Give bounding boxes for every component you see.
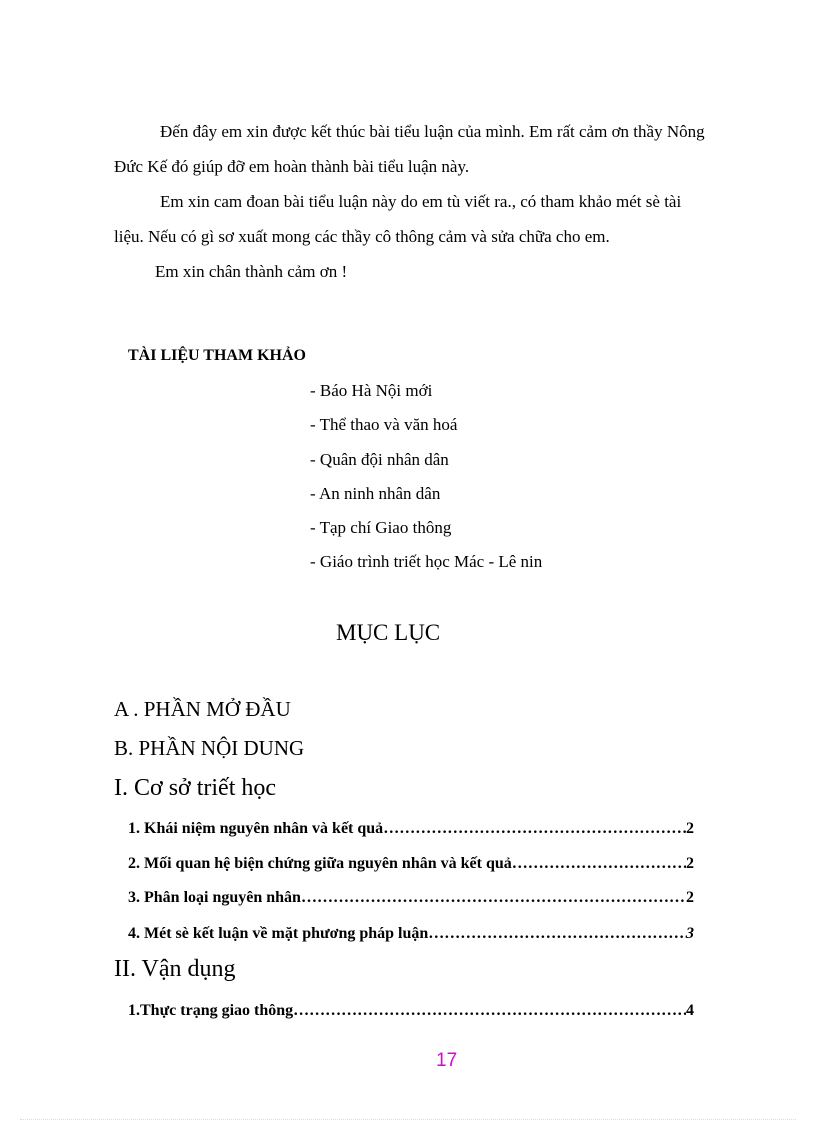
paragraph-1-line-1: Đến đây em xin được kết thúc bài tiểu luận của mình. Em rất cảm ơn thầy Nông: [160, 122, 705, 141]
toc-entry-page: 2: [686, 889, 694, 906]
reference-item: - Thể thao và văn hoá: [310, 415, 458, 434]
reference-item: - Báo Hà Nội mới: [310, 381, 433, 400]
reference-item: - Giáo trình triết học Mác - Lê nin: [310, 552, 543, 571]
reference-item: - Quân đội nhân dân: [310, 450, 449, 469]
reference-item: - Tạp chí Giao thông: [310, 518, 452, 537]
toc-entry-page: 3: [686, 925, 694, 942]
toc-entry: [128, 820, 694, 838]
toc-entry-page: 2: [686, 855, 694, 872]
paragraph-1-line-2: Đức Kế đó giúp đỡ em hoàn thành bài tiểu luận này.: [114, 157, 470, 176]
toc-entry: [128, 889, 694, 907]
toc-dot-leader: [301, 889, 686, 907]
page-bottom-divider: [20, 1119, 796, 1120]
toc-section-1: I. Cơ sở triết học: [114, 775, 277, 801]
toc-entry-label: 3. Phân loại nguyên nhân: [128, 889, 301, 906]
reference-item: - An ninh nhân dân: [310, 484, 441, 503]
toc-entry-label: 2. Mối quan hệ biện chứng giữa nguyên nhân và kết quả: [128, 855, 512, 872]
toc-entry-page: 2: [686, 820, 694, 837]
toc-entry-page: 4: [686, 1002, 694, 1019]
toc-entry: [128, 855, 694, 873]
toc-entry-label: 1. Khái niệm nguyên nhân và kết quả: [128, 820, 384, 837]
toc-part-a: A . PHẦN MỞ ĐẦU: [114, 697, 291, 721]
toc-dot-leader: [512, 855, 686, 873]
toc-entry: [128, 1002, 694, 1020]
toc-dot-leader: [428, 925, 686, 943]
paragraph-2-line-1: Em xin cam đoan bài tiểu luận này do em tù viết ra., có tham khảo mét sè tài: [160, 192, 682, 211]
toc-section-2: II. Vận dụng: [114, 956, 236, 982]
paragraph-2-line-2: liệu. Nếu có gì sơ xuất mong các thầy cô thông cảm và sửa chữa cho em.: [114, 227, 610, 246]
toc-entry-label: 1.Thực trạng giao thông: [128, 1002, 294, 1019]
toc-entry-label: 4. Mét sè kết luận về mặt phương pháp luận: [128, 925, 429, 942]
toc-part-b: B. PHẦN NỘI DUNG: [114, 736, 305, 760]
toc-dot-leader: [383, 820, 686, 838]
toc-title: MỤC LỤC: [336, 620, 441, 645]
toc-dot-leader: [293, 1002, 686, 1020]
references-title: TÀI LIỆU THAM KHẢO: [128, 347, 306, 364]
toc-entry: [128, 925, 694, 943]
paragraph-3: Em xin chân thành cảm ơn !: [155, 262, 348, 281]
page-number: 17: [436, 1050, 458, 1071]
